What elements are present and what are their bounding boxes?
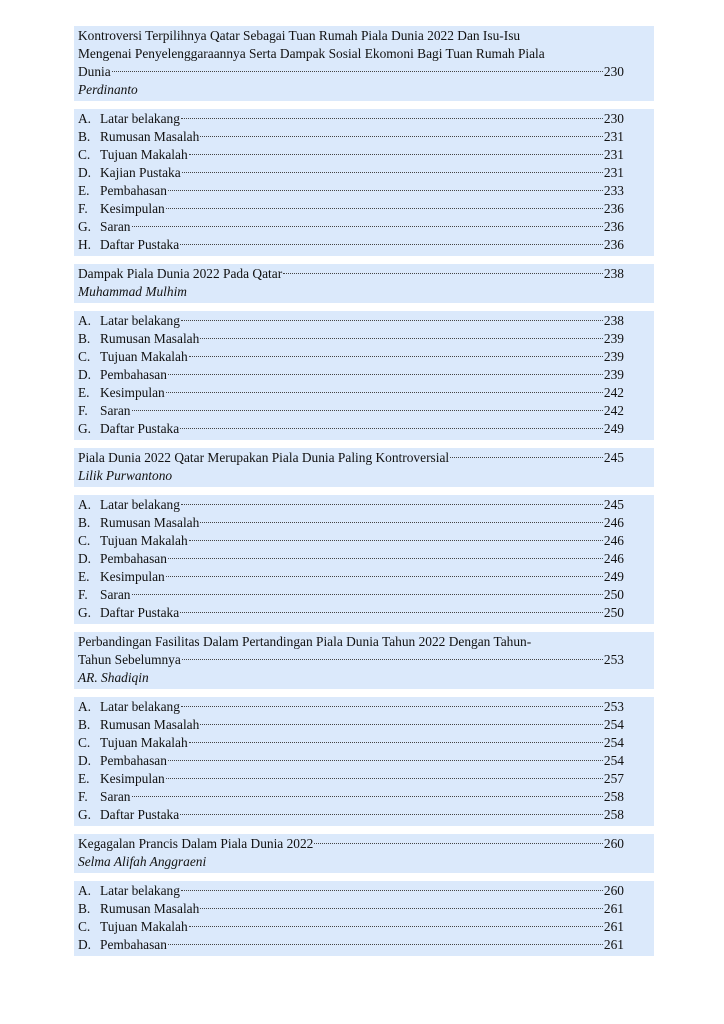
entry-page-number: 246: [603, 551, 624, 566]
entry-page-number: 231: [603, 147, 624, 162]
chapter-page-number: 238: [603, 266, 624, 281]
entry-label: Kesimpulan: [100, 569, 165, 584]
entry-page-number: 254: [603, 717, 624, 732]
entry-page-number: 258: [603, 807, 624, 822]
entry-label: Pembahasan: [100, 367, 167, 382]
entry-letter: A.: [78, 497, 92, 512]
chapter-author: Muhammad Mulhim: [78, 284, 187, 299]
dot-leader: [200, 136, 603, 137]
entry-page-number: 245: [603, 497, 624, 512]
entry-letter: C.: [78, 349, 91, 364]
toc-entry[interactable]: [78, 402, 650, 420]
entry-page-number: 236: [603, 219, 624, 234]
dot-leader: [189, 356, 603, 357]
toc-entry[interactable]: [78, 312, 650, 330]
entry-label: Tujuan Makalah: [100, 919, 188, 934]
subsection-list: [74, 109, 654, 256]
entry-label: Pembahasan: [100, 551, 167, 566]
dot-leader: [168, 374, 603, 375]
toc-entry[interactable]: [78, 716, 650, 734]
entry-page-number: 258: [603, 789, 624, 804]
chapter-title-entry[interactable]: [78, 449, 650, 467]
entry-label: Saran: [100, 789, 131, 804]
entry-letter: F.: [78, 587, 88, 602]
entry-page-number: 254: [603, 735, 624, 750]
entry-page-number: 261: [603, 937, 624, 952]
entry-label: Rumusan Masalah: [100, 515, 200, 530]
entry-letter: F.: [78, 789, 88, 804]
entry-label: Kesimpulan: [100, 385, 165, 400]
entry-label: Pembahasan: [100, 937, 167, 952]
entry-label: Saran: [100, 587, 131, 602]
entry-page-number: 242: [603, 385, 624, 400]
entry-page-number: 249: [603, 569, 624, 584]
entry-letter: A.: [78, 313, 92, 328]
dot-leader: [181, 504, 603, 505]
toc-entry[interactable]: [78, 200, 650, 218]
entry-page-number: 249: [603, 421, 624, 436]
toc-entry[interactable]: [78, 734, 650, 752]
dot-leader: [189, 154, 603, 155]
entry-page-number: 253: [603, 699, 624, 714]
chapter-author: AR. Shadiqin: [78, 670, 149, 685]
toc-entry[interactable]: [78, 806, 650, 824]
entry-page-number: 231: [603, 165, 624, 180]
entry-page-number: 261: [603, 919, 624, 934]
dot-leader: [166, 208, 603, 209]
chapter-page-number: 230: [603, 64, 624, 79]
entry-letter: A.: [78, 111, 92, 126]
entry-label: Daftar Pustaka: [100, 807, 180, 822]
entry-label: Rumusan Masalah: [100, 129, 200, 144]
entry-label: Rumusan Masalah: [100, 717, 200, 732]
entry-label: Latar belakang: [100, 497, 180, 512]
entry-label: Latar belakang: [100, 883, 180, 898]
chapter-title: Tahun Sebelumnya: [78, 652, 181, 667]
toc-entry[interactable]: [78, 218, 650, 236]
entry-letter: B.: [78, 717, 91, 732]
dot-leader: [180, 612, 603, 613]
chapter-heading: [74, 264, 654, 303]
entry-page-number: 236: [603, 201, 624, 216]
entry-label: Latar belakang: [100, 699, 180, 714]
entry-page-number: 246: [603, 533, 624, 548]
entry-page-number: 246: [603, 515, 624, 530]
toc-entry[interactable]: [78, 770, 650, 788]
entry-letter: C.: [78, 147, 91, 162]
entry-letter: D.: [78, 551, 92, 566]
entry-page-number: 231: [603, 129, 624, 144]
chapter-heading: [74, 26, 654, 101]
entry-page-number: 239: [603, 331, 624, 346]
chapter-title-entry[interactable]: [78, 63, 650, 81]
dot-leader: [166, 392, 603, 393]
toc-entry[interactable]: [78, 330, 650, 348]
dot-leader: [181, 118, 603, 119]
toc-entry[interactable]: [78, 604, 650, 622]
dot-leader: [180, 428, 603, 429]
dot-leader: [132, 594, 603, 595]
entry-letter: D.: [78, 367, 92, 382]
chapter-page-number: 253: [603, 652, 624, 667]
dot-leader: [166, 778, 603, 779]
chapter-title: Piala Dunia 2022 Qatar Merupakan Piala Dunia Paling Kontroversial: [78, 450, 450, 465]
entry-letter: A.: [78, 699, 92, 714]
entry-letter: D.: [78, 165, 92, 180]
toc-entry[interactable]: [78, 918, 650, 936]
chapter-page-number: 245: [603, 450, 624, 465]
entry-letter: E.: [78, 385, 90, 400]
chapter-title-entry[interactable]: [78, 651, 650, 669]
entry-label: Kesimpulan: [100, 771, 165, 786]
entry-label: Saran: [100, 219, 131, 234]
toc-entry[interactable]: [78, 366, 650, 384]
toc-entry[interactable]: [78, 496, 650, 514]
toc-entry[interactable]: [78, 348, 650, 366]
entry-page-number: 238: [603, 313, 624, 328]
dot-leader: [200, 338, 603, 339]
subsection-list: [74, 495, 654, 624]
entry-page-number: 250: [603, 605, 624, 620]
entry-label: Saran: [100, 403, 131, 418]
entry-letter: G.: [78, 605, 92, 620]
dot-leader: [180, 814, 603, 815]
dot-leader: [200, 724, 603, 725]
entry-letter: E.: [78, 183, 90, 198]
toc-entry[interactable]: [78, 164, 650, 182]
toc-entry[interactable]: [78, 698, 650, 716]
dot-leader: [132, 226, 603, 227]
entry-label: Pembahasan: [100, 753, 167, 768]
toc-entry[interactable]: [78, 128, 650, 146]
entry-letter: G.: [78, 421, 92, 436]
toc-entry[interactable]: [78, 882, 650, 900]
chapter-author: Selma Alifah Anggraeni: [78, 854, 207, 869]
toc-entry[interactable]: [78, 936, 650, 954]
entry-page-number: 257: [603, 771, 624, 786]
chapter-author: Lilik Purwantono: [78, 468, 173, 483]
chapter-title-entry[interactable]: [78, 265, 650, 283]
entry-label: Kesimpulan: [100, 201, 165, 216]
entry-letter: G.: [78, 219, 92, 234]
dot-leader: [180, 244, 603, 245]
dot-leader: [168, 944, 603, 945]
dot-leader: [168, 190, 603, 191]
chapter-heading: [74, 632, 654, 689]
entry-letter: A.: [78, 883, 92, 898]
subsection-list: [74, 311, 654, 440]
entry-letter: F.: [78, 201, 88, 216]
chapter-title-line: Perbandingan Fasilitas Dalam Pertandingan Piala Dunia Tahun 2022 Dengan Tahun-: [78, 634, 532, 649]
chapter-heading: [74, 834, 654, 873]
entry-page-number: 254: [603, 753, 624, 768]
entry-page-number: 250: [603, 587, 624, 602]
toc-entry[interactable]: [78, 532, 650, 550]
toc-entry[interactable]: [78, 182, 650, 200]
entry-label: Rumusan Masalah: [100, 331, 200, 346]
dot-leader: [181, 890, 603, 891]
dot-leader: [181, 706, 603, 707]
entry-page-number: 261: [603, 901, 624, 916]
dot-leader: [168, 760, 603, 761]
dot-leader: [283, 273, 603, 274]
dot-leader: [189, 926, 603, 927]
chapter-title-line: Kontroversi Terpilihnya Qatar Sebagai Tuan Rumah Piala Dunia 2022 Dan Isu-Isu: [78, 28, 521, 43]
chapter-title-line: Mengenai Penyelenggaraannya Serta Dampak Sosial Ekomoni Bagi Tuan Rumah Piala: [78, 46, 545, 61]
entry-label: Tujuan Makalah: [100, 349, 188, 364]
toc-entry[interactable]: [78, 900, 650, 918]
toc-entry[interactable]: [78, 586, 650, 604]
entry-letter: B.: [78, 129, 91, 144]
toc-entry[interactable]: [78, 110, 650, 128]
entry-page-number: 239: [603, 349, 624, 364]
dot-leader: [112, 71, 603, 72]
dot-leader: [166, 576, 603, 577]
entry-letter: B.: [78, 515, 91, 530]
entry-letter: E.: [78, 569, 90, 584]
dot-leader: [168, 558, 603, 559]
entry-label: Daftar Pustaka: [100, 605, 180, 620]
toc-entry[interactable]: [78, 146, 650, 164]
entry-letter: C.: [78, 533, 91, 548]
table-of-contents: [74, 26, 654, 964]
entry-label: Daftar Pustaka: [100, 237, 180, 252]
dot-leader: [189, 540, 603, 541]
entry-letter: E.: [78, 771, 90, 786]
toc-entry[interactable]: [78, 550, 650, 568]
entry-label: Kajian Pustaka: [100, 165, 181, 180]
entry-label: Tujuan Makalah: [100, 533, 188, 548]
dot-leader: [314, 843, 603, 844]
dot-leader: [132, 410, 603, 411]
toc-entry[interactable]: [78, 752, 650, 770]
entry-label: Latar belakang: [100, 111, 180, 126]
dot-leader: [200, 522, 603, 523]
toc-entry[interactable]: [78, 514, 650, 532]
entry-letter: B.: [78, 901, 91, 916]
dot-leader: [181, 320, 603, 321]
toc-entry[interactable]: [78, 788, 650, 806]
entry-letter: B.: [78, 331, 91, 346]
subsection-list: [74, 697, 654, 826]
chapter-title-entry[interactable]: [78, 835, 650, 853]
chapter-page-number: 260: [603, 836, 624, 851]
dot-leader: [182, 659, 603, 660]
toc-entry[interactable]: [78, 568, 650, 586]
entry-letter: G.: [78, 807, 92, 822]
entry-label: Rumusan Masalah: [100, 901, 200, 916]
entry-page-number: 260: [603, 883, 624, 898]
chapter-author: Perdinanto: [78, 82, 138, 97]
entry-page-number: 230: [603, 111, 624, 126]
entry-letter: H.: [78, 237, 92, 252]
chapter-heading: [74, 448, 654, 487]
dot-leader: [450, 457, 603, 458]
entry-page-number: 233: [603, 183, 624, 198]
entry-label: Pembahasan: [100, 183, 167, 198]
entry-label: Daftar Pustaka: [100, 421, 180, 436]
entry-letter: C.: [78, 919, 91, 934]
entry-page-number: 236: [603, 237, 624, 252]
chapter-title: Kegagalan Prancis Dalam Piala Dunia 2022: [78, 836, 314, 851]
subsection-list: [74, 881, 654, 956]
chapter-title: Dunia: [78, 64, 111, 79]
dot-leader: [132, 796, 603, 797]
entry-letter: D.: [78, 753, 92, 768]
toc-entry[interactable]: [78, 384, 650, 402]
entry-page-number: 242: [603, 403, 624, 418]
entry-page-number: 239: [603, 367, 624, 382]
toc-entry[interactable]: [78, 236, 650, 254]
dot-leader: [200, 908, 603, 909]
toc-entry[interactable]: [78, 420, 650, 438]
dot-leader: [189, 742, 603, 743]
entry-label: Tujuan Makalah: [100, 147, 188, 162]
entry-letter: D.: [78, 937, 92, 952]
entry-letter: F.: [78, 403, 88, 418]
entry-label: Latar belakang: [100, 313, 180, 328]
chapter-title: Dampak Piala Dunia 2022 Pada Qatar: [78, 266, 283, 281]
entry-letter: C.: [78, 735, 91, 750]
dot-leader: [182, 172, 603, 173]
entry-label: Tujuan Makalah: [100, 735, 188, 750]
